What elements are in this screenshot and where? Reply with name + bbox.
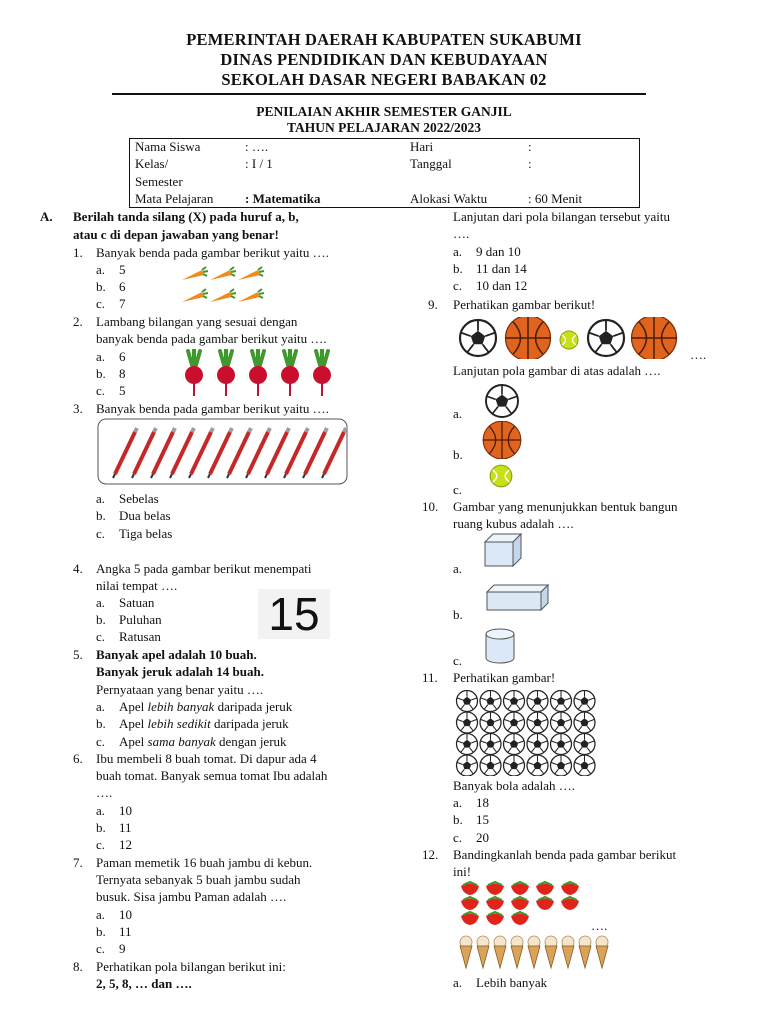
- section-letter: A.: [40, 209, 53, 224]
- strawberry-icon: [536, 882, 554, 895]
- q9-number: 9.: [428, 297, 438, 312]
- q9-text: Perhatikan gambar berikut!: [453, 297, 596, 312]
- q5-opt-c-label: c.: [96, 734, 106, 749]
- q3-number: 3.: [73, 401, 83, 416]
- q7-opt-a: 10: [119, 907, 132, 922]
- q4-opt-b: Puluhan: [119, 612, 162, 627]
- q8-opt-c-label: c.: [453, 278, 463, 293]
- strawberry-icon: [461, 897, 479, 910]
- q11-opt-a: 18: [476, 795, 489, 810]
- q5-text-1: Banyak apel adalah 10 buah.: [96, 647, 257, 662]
- soccer-ball-grid-picture: [455, 690, 597, 776]
- q4-opt-c-label: c.: [96, 629, 106, 644]
- q12-number: 12.: [422, 847, 439, 862]
- soccer-ball-icon: [480, 691, 501, 712]
- q4-opt-a-label: a.: [96, 595, 106, 610]
- header-line-1: PEMERINTAH DAERAH KABUPATEN SUKABUMI: [186, 30, 582, 49]
- q1-opt-b: 6: [119, 279, 126, 294]
- soccer-ball-icon: [480, 734, 501, 755]
- q6-opt-b: 11: [119, 820, 132, 835]
- nama-value: : ….: [245, 139, 269, 154]
- q9-text-2: Lanjutan pola gambar di atas adalah ….: [453, 363, 661, 378]
- soccer-ball-icon: [480, 755, 501, 776]
- strawberries-picture: [455, 880, 585, 928]
- q7-text-1: Paman memetik 16 buah jambu di kebun.: [96, 855, 313, 870]
- basketball-icon: [506, 317, 551, 359]
- q7-opt-c-label: c.: [96, 941, 106, 956]
- q10-text-1: Gambar yang menunjukkan bentuk bangun: [453, 499, 678, 514]
- q8-opt-a-label: a.: [453, 244, 463, 259]
- strawberry-icon: [561, 882, 579, 895]
- q9-opt-c-label: c.: [453, 482, 463, 497]
- carrot-icon: [182, 267, 208, 280]
- q11-opt-c-label: c.: [453, 830, 463, 845]
- q11-opt-a-label: a.: [453, 795, 463, 810]
- q11-opt-b: 15: [476, 812, 489, 827]
- soccer-ball-icon: [504, 734, 525, 755]
- q9-opt-b-picture: [478, 421, 526, 459]
- q3-opt-c: Tiga belas: [119, 526, 173, 541]
- beet-icon: [185, 349, 203, 396]
- strawberry-icon: [486, 882, 504, 895]
- q2-number: 2.: [73, 314, 83, 329]
- q6-opt-b-label: b.: [96, 820, 106, 835]
- q5-number: 5.: [73, 647, 83, 662]
- q7-opt-b-label: b.: [96, 924, 106, 939]
- ice-cream-cones-picture: [455, 934, 615, 970]
- q4-text-1: Angka 5 pada gambar berikut menempati: [96, 561, 312, 576]
- section-instruction-2: atau c di depan jawaban yang benar!: [73, 227, 279, 242]
- q8-opt-a: 9 dan 10: [476, 244, 521, 259]
- q2-text-1: Lambang bilangan yang sesuai dengan: [96, 314, 298, 329]
- q6-text-3: ….: [96, 785, 113, 800]
- soccer-ball-icon: [551, 712, 572, 733]
- header-divider: [112, 93, 646, 95]
- q4-text-2: nilai tempat ….: [96, 578, 178, 593]
- waktu-value: : 60 Menit: [528, 191, 583, 206]
- q6-opt-c-label: c.: [96, 837, 106, 852]
- q8-text-2: 2, 5, 8, … dan ….: [96, 976, 192, 991]
- q2-opt-b: 8: [119, 366, 126, 381]
- q12-dots: ….: [591, 918, 608, 933]
- carrots-picture: [180, 264, 270, 306]
- exam-title: PENILAIAN AKHIR SEMESTER GANJIL: [256, 104, 512, 119]
- cylinder-icon: [483, 628, 517, 664]
- q5-text-2: Banyak jeruk adalah 14 buah.: [96, 664, 264, 679]
- beet-icon: [313, 349, 331, 396]
- soccer-ball-icon: [527, 755, 548, 776]
- soccer-ball-icon: [574, 691, 595, 712]
- student-info-box: [129, 138, 640, 208]
- strawberry-icon: [536, 897, 554, 910]
- soccer-ball-icon: [486, 385, 518, 417]
- soccer-ball-icon: [460, 320, 496, 356]
- beet-icon: [217, 349, 235, 396]
- beet-icon: [281, 349, 299, 396]
- q8-number: 8.: [73, 959, 83, 974]
- q8-text-1: Perhatikan pola bilangan berikut ini:: [96, 959, 286, 974]
- tanggal-value: :: [528, 156, 532, 171]
- soccer-ball-icon: [480, 712, 501, 733]
- soccer-ball-icon: [527, 691, 548, 712]
- q7-text-2: Ternyata sebanyak 5 buah jambu sudah: [96, 872, 301, 887]
- q10-number: 10.: [422, 499, 439, 514]
- strawberry-icon: [561, 897, 579, 910]
- kelas-label: Kelas/: [135, 156, 169, 171]
- tennis-ball-icon: [560, 331, 578, 349]
- q9-opt-c-picture: [487, 464, 515, 488]
- carrot-icon: [238, 267, 264, 280]
- q12-text-2: ini!: [453, 864, 472, 879]
- soccer-ball-icon: [574, 734, 595, 755]
- q7-text-3: busuk. Sisa jambu Paman adalah ….: [96, 889, 287, 904]
- beets-picture: [180, 349, 340, 399]
- q6-text-2: buah tomat. Banyak semua tomat Ibu adalah: [96, 768, 328, 783]
- q3-opt-b: Dua belas: [119, 508, 171, 523]
- q8-opt-b: 11 dan 14: [476, 261, 527, 276]
- soccer-ball-icon: [457, 734, 478, 755]
- q12-opt-a: Lebih banyak: [476, 975, 548, 990]
- q8-opt-c: 10 dan 12: [476, 278, 528, 293]
- carrot-icon: [182, 289, 208, 302]
- strawberry-icon: [461, 882, 479, 895]
- q9-opt-a-picture: [483, 384, 521, 418]
- soccer-ball-icon: [457, 691, 478, 712]
- q1-opt-a: 5: [119, 262, 126, 277]
- basketball-icon: [632, 317, 677, 359]
- q7-number: 7.: [73, 855, 83, 870]
- kelas-value: : I / 1: [245, 156, 273, 171]
- carrot-icon: [210, 289, 236, 302]
- basketball-icon: [483, 421, 521, 459]
- q2-opt-a-label: a.: [96, 349, 106, 364]
- q1-opt-b-label: b.: [96, 279, 106, 294]
- tennis-ball-icon: [490, 465, 512, 487]
- strawberry-icon: [461, 912, 479, 925]
- carrot-icon: [238, 289, 264, 302]
- q2-opt-a: 6: [119, 349, 126, 364]
- soccer-ball-icon: [551, 734, 572, 755]
- q1-text: Banyak benda pada gambar berikut yaitu ….: [96, 245, 329, 260]
- soccer-ball-icon: [527, 712, 548, 733]
- q5-opt-c: Apel sama banyak dengan jeruk: [119, 734, 287, 749]
- cuboid-icon: [485, 584, 551, 612]
- ice-cream-cone-icon: [494, 936, 506, 968]
- q5-opt-a-label: a.: [96, 699, 106, 714]
- hari-value: :: [528, 139, 532, 154]
- q8-text-3: Lanjutan dari pola bilangan tersebut yaitu: [453, 209, 670, 224]
- pencils-picture: [97, 418, 353, 486]
- strawberry-icon: [511, 882, 529, 895]
- q7-opt-c: 9: [119, 941, 126, 956]
- q1-opt-c: 7: [119, 296, 126, 311]
- soccer-ball-icon: [574, 755, 595, 776]
- exam-year: TAHUN PELAJARAN 2022/2023: [286, 120, 481, 135]
- semester-label: Semester: [135, 174, 183, 189]
- q4-opt-b-label: b.: [96, 612, 106, 627]
- waktu-label: Alokasi Waktu: [410, 191, 488, 206]
- q7-opt-a-label: a.: [96, 907, 106, 922]
- q6-opt-a-label: a.: [96, 803, 106, 818]
- q6-opt-c: 12: [119, 837, 132, 852]
- strawberry-icon: [486, 897, 504, 910]
- q5-opt-b-label: b.: [96, 716, 106, 731]
- ice-cream-cone-icon: [545, 936, 557, 968]
- q8-opt-b-label: b.: [453, 261, 463, 276]
- q12-opt-a-label: a.: [453, 975, 463, 990]
- ball-pattern-picture: [456, 317, 686, 359]
- q6-opt-a: 10: [119, 803, 132, 818]
- q5-opt-b: Apel lebih sedikit daripada jeruk: [119, 716, 289, 731]
- soccer-ball-icon: [574, 712, 595, 733]
- strawberry-icon: [511, 897, 529, 910]
- q9-opt-b-label: b.: [453, 447, 463, 462]
- q3-opt-b-label: b.: [96, 508, 106, 523]
- q12-text-1: Bandingkanlah benda pada gambar berikut: [453, 847, 677, 862]
- q9-opt-a-label: a.: [453, 406, 463, 421]
- mapel-value: : Matematika: [245, 191, 321, 206]
- ice-cream-cone-icon: [528, 936, 540, 968]
- strawberry-icon: [511, 912, 529, 925]
- q10-opt-b-label: b.: [453, 607, 463, 622]
- q6-text-1: Ibu membeli 8 buah tomat. Di dapur ada 4: [96, 751, 317, 766]
- ice-cream-cone-icon: [511, 936, 523, 968]
- soccer-ball-icon: [504, 691, 525, 712]
- q4-opt-c: Ratusan: [119, 629, 161, 644]
- q2-text-2: banyak benda pada gambar berikut yaitu ….: [96, 331, 327, 346]
- ice-cream-cone-icon: [579, 936, 591, 968]
- q11-number: 11.: [422, 670, 438, 685]
- soccer-ball-icon: [457, 755, 478, 776]
- q4-number: 4.: [73, 561, 83, 576]
- q10-opt-c-label: c.: [453, 653, 463, 668]
- carrot-icon: [210, 267, 236, 280]
- ice-cream-cone-icon: [460, 936, 472, 968]
- cube-icon: [482, 532, 524, 568]
- ice-cream-cone-icon: [562, 936, 574, 968]
- soccer-ball-icon: [527, 734, 548, 755]
- q11-opt-c: 20: [476, 830, 489, 845]
- nama-label: Nama Siswa: [135, 139, 201, 154]
- q2-opt-c: 5: [119, 383, 126, 398]
- header-line-3: SEKOLAH DASAR NEGERI BABAKAN 02: [221, 70, 547, 89]
- hari-label: Hari: [410, 139, 434, 154]
- ice-cream-cone-icon: [477, 936, 489, 968]
- q5-opt-a: Apel lebih banyak daripada jeruk: [119, 699, 293, 714]
- q1-opt-a-label: a.: [96, 262, 106, 277]
- q3-text: Banyak benda pada gambar berikut yaitu ….: [96, 401, 329, 416]
- q10-opt-a-label: a.: [453, 561, 463, 576]
- q6-number: 6.: [73, 751, 83, 766]
- q2-opt-b-label: b.: [96, 366, 106, 381]
- q3-opt-c-label: c.: [96, 526, 106, 541]
- beet-icon: [249, 349, 267, 396]
- q3-opt-a: Sebelas: [119, 491, 159, 506]
- header-line-2: DINAS PENDIDIKAN DAN KEBUDAYAAN: [220, 50, 548, 69]
- q7-opt-b: 11: [119, 924, 132, 939]
- ice-cream-cone-icon: [596, 936, 608, 968]
- q4-opt-a: Satuan: [119, 595, 155, 610]
- soccer-ball-icon: [457, 712, 478, 733]
- soccer-ball-icon: [504, 712, 525, 733]
- q5-text-3: Pernyataan yang benar yaitu ….: [96, 682, 264, 697]
- q8-text-4: ….: [453, 226, 470, 241]
- q9-dots: ….: [690, 347, 707, 362]
- q1-number: 1.: [73, 245, 83, 260]
- mapel-label: Mata Pelajaran: [135, 191, 214, 206]
- q3-opt-a-label: a.: [96, 491, 106, 506]
- q11-text: Perhatikan gambar!: [453, 670, 556, 685]
- soccer-ball-icon: [551, 755, 572, 776]
- q2-opt-c-label: c.: [96, 383, 106, 398]
- q11-text-2: Banyak bola adalah ….: [453, 778, 576, 793]
- soccer-ball-icon: [551, 691, 572, 712]
- soccer-ball-icon: [588, 320, 624, 356]
- strawberry-icon: [486, 912, 504, 925]
- number-fifteen-picture: 15: [258, 589, 330, 639]
- q11-opt-b-label: b.: [453, 812, 463, 827]
- section-instruction-1: Berilah tanda silang (X) pada huruf a, b,: [73, 209, 299, 224]
- q1-opt-c-label: c.: [96, 296, 106, 311]
- tanggal-label: Tanggal: [410, 156, 452, 171]
- soccer-ball-icon: [504, 755, 525, 776]
- q10-text-2: ruang kubus adalah ….: [453, 516, 574, 531]
